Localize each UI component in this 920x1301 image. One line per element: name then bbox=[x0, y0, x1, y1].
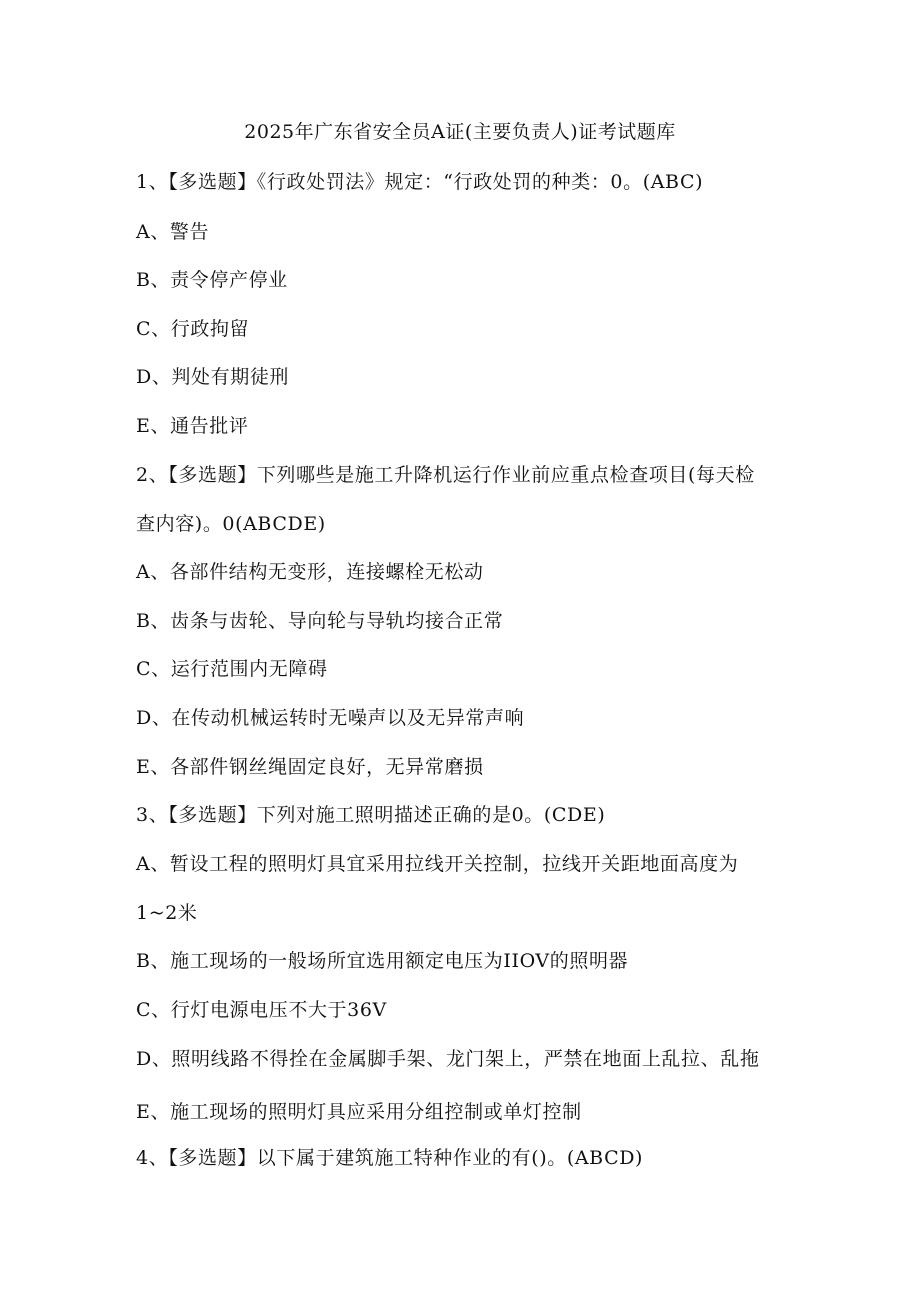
question-1-stem: 1、【多选题】《行政处罚法》规定：“行政处罚的种类：0。(ABC) bbox=[136, 171, 704, 193]
question-1-option-c: C、行政拘留 bbox=[136, 318, 250, 340]
question-2-option-b: B、齿条与齿轮、导向轮与导轨均接合正常 bbox=[136, 610, 504, 632]
question-1-option-b: B、责令停产停业 bbox=[136, 269, 288, 291]
question-2-stem-continued: 查内容)。0(ABCDE) bbox=[136, 513, 326, 535]
question-2-option-d: D、在传动机械运转时无噪声以及无异常声响 bbox=[136, 707, 525, 729]
question-3-option-a-continued: 1~2米 bbox=[136, 902, 198, 924]
question-3-option-a: A、暂设工程的照明灯具宜采用拉线开关控制，拉线开关距地面高度为 bbox=[136, 853, 739, 875]
question-3-option-c: C、行灯电源电压不大于36V bbox=[136, 999, 387, 1021]
question-3-option-d: D、照明线路不得拴在金属脚手架、龙门架上，严禁在地面上乱拉、乱拖 bbox=[136, 1048, 760, 1070]
question-2-stem: 2、【多选题】下列哪些是施工升降机运行作业前应重点检查项目(每天检 bbox=[136, 464, 755, 486]
question-2-option-e: E、各部件钢丝绳固定良好，无异常磨损 bbox=[136, 756, 484, 778]
question-4-stem: 4、【多选题】以下属于建筑施工特种作业的有()。(ABCD) bbox=[136, 1147, 644, 1169]
question-2-option-a: A、各部件结构无变形，连接螺栓无松动 bbox=[136, 561, 484, 583]
question-3-option-e: E、施工现场的照明灯具应采用分组控制或单灯控制 bbox=[136, 1101, 582, 1123]
question-2-option-c: C、运行范围内无障碍 bbox=[136, 658, 328, 680]
question-1-option-e: E、通告批评 bbox=[136, 415, 249, 437]
document-title: 2025年广东省安全员A证(主要负责人)证考试题库 bbox=[244, 121, 676, 143]
question-3-option-b: B、施工现场的一般场所宜选用额定电压为IIOV的照明器 bbox=[136, 950, 629, 972]
question-1-option-a: A、警告 bbox=[136, 221, 210, 243]
question-3-stem: 3、【多选题】下列对施工照明描述正确的是0。(CDE) bbox=[136, 804, 606, 826]
question-1-option-d: D、判处有期徒刑 bbox=[136, 366, 290, 388]
